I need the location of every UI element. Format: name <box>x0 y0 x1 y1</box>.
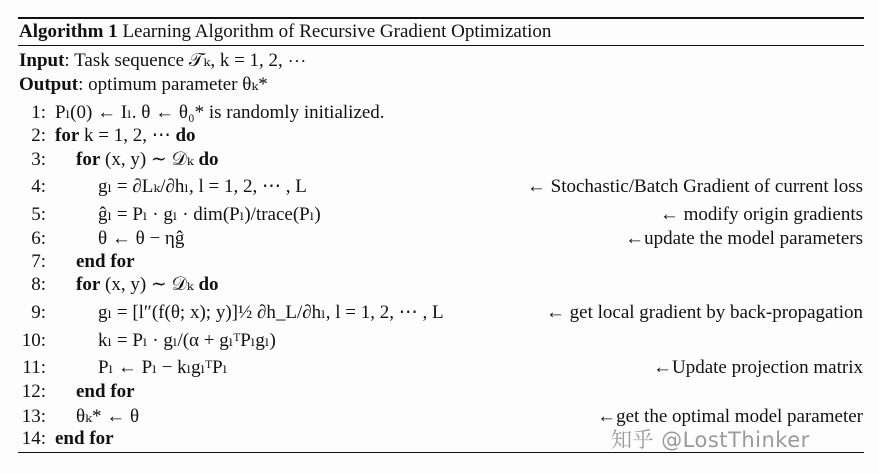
code-text: Pₗ ← Pₗ − kₗgₗᵀPₗ <box>98 357 228 378</box>
keyword: end for <box>76 251 135 272</box>
keyword: end for <box>55 428 114 449</box>
line-comment: ←get the optimal model parameter <box>597 406 863 427</box>
watermark: 知乎 @LostThinker <box>611 428 810 452</box>
algorithm-line <box>0 380 879 404</box>
line-comment: ← Stochastic/Batch Gradient of current loss <box>526 176 863 197</box>
algorithm-line <box>0 101 879 125</box>
line-code <box>76 250 135 274</box>
keyword: end for <box>76 381 135 402</box>
line-code <box>76 148 219 172</box>
line-number: 4: <box>31 176 46 197</box>
line-number: 6: <box>31 228 46 249</box>
keyword: for <box>55 125 80 146</box>
line-number: 10: <box>21 330 46 351</box>
code-text: Pₗ(0) ← Iₗ. θ ← θ₀* is randomly initialized. <box>55 102 385 123</box>
algorithm-caption <box>19 21 551 43</box>
output-label: Output <box>19 74 79 95</box>
line-number: 13: <box>21 406 46 427</box>
line-code <box>55 427 114 451</box>
input-text: : Task sequence 𝒯ₖ, k = 1, 2, ⋯ <box>64 50 307 71</box>
keyword: do <box>175 125 196 146</box>
code-text: gₗ = [l″(f(θ; x); y)]½ ∂h_L/∂hₗ, l = 1, 2, ⋯ , L <box>98 302 444 323</box>
line-code <box>76 273 219 297</box>
caption-rule <box>18 45 864 46</box>
line-code <box>98 175 307 199</box>
code-text: kₗ = Pₗ · gₗ/(α + gₗᵀPₗgₗ) <box>98 330 276 351</box>
line-code <box>98 329 276 353</box>
algorithm-title: Learning Algorithm of Recursive Gradient Optimization <box>122 21 552 42</box>
algorithm-line <box>0 356 879 380</box>
code-text: (x, y) ∼ 𝒟ₖ <box>100 149 199 170</box>
line-comment: ←Update projection matrix <box>653 357 863 378</box>
line-number: 5: <box>31 204 46 225</box>
algorithm-line <box>0 148 879 172</box>
line-code <box>76 405 139 429</box>
algorithm-line <box>0 250 879 274</box>
code-text: θₖ* ← θ <box>76 406 140 427</box>
line-code <box>98 203 321 227</box>
output-line <box>19 74 268 96</box>
line-number: 3: <box>31 149 46 170</box>
code-text: (x, y) ∼ 𝒟ₖ <box>100 274 199 295</box>
algorithm-line <box>0 227 879 251</box>
output-text: : optimum parameter θₖ* <box>78 74 268 95</box>
line-number: 14: <box>21 428 46 449</box>
line-number: 12: <box>21 381 46 402</box>
code-text: ĝₗ = Pₗ · gₗ · dim(Pₗ)/trace(Pₗ) <box>98 204 321 225</box>
input-line <box>19 50 307 72</box>
algorithm-line <box>0 329 879 353</box>
code-text: θ ← θ − ηĝ <box>98 228 185 249</box>
keyword: do <box>198 274 219 295</box>
algorithm-line <box>0 175 879 199</box>
keyword: for <box>76 274 101 295</box>
code-text: gₗ = ∂Lₖ/∂hₗ, l = 1, 2, ⋯ , L <box>98 176 307 197</box>
line-number: 9: <box>31 302 46 323</box>
keyword: do <box>198 149 219 170</box>
line-code <box>98 301 444 325</box>
line-code <box>98 227 184 251</box>
line-number: 7: <box>31 251 46 272</box>
line-code <box>98 356 227 380</box>
line-code <box>55 124 196 148</box>
top-rule <box>18 17 864 19</box>
line-comment: ← modify origin gradients <box>659 204 863 225</box>
input-label: Input <box>19 50 65 71</box>
code-text: k = 1, 2, ⋯ <box>79 125 176 146</box>
algorithm-line <box>0 301 879 325</box>
line-comment: ← get local gradient by back-propagation <box>545 302 863 323</box>
line-number: 11: <box>22 357 46 378</box>
keyword: for <box>76 149 101 170</box>
line-comment: ←update the model parameters <box>625 228 863 249</box>
algorithm-line <box>0 273 879 297</box>
algorithm-line <box>0 124 879 148</box>
line-number: 2: <box>31 125 46 146</box>
line-code <box>76 380 135 404</box>
line-code <box>55 101 385 125</box>
line-number: 8: <box>31 274 46 295</box>
algorithm-line <box>0 203 879 227</box>
algorithm-label: Algorithm 1 <box>19 21 118 42</box>
line-number: 1: <box>31 102 46 123</box>
